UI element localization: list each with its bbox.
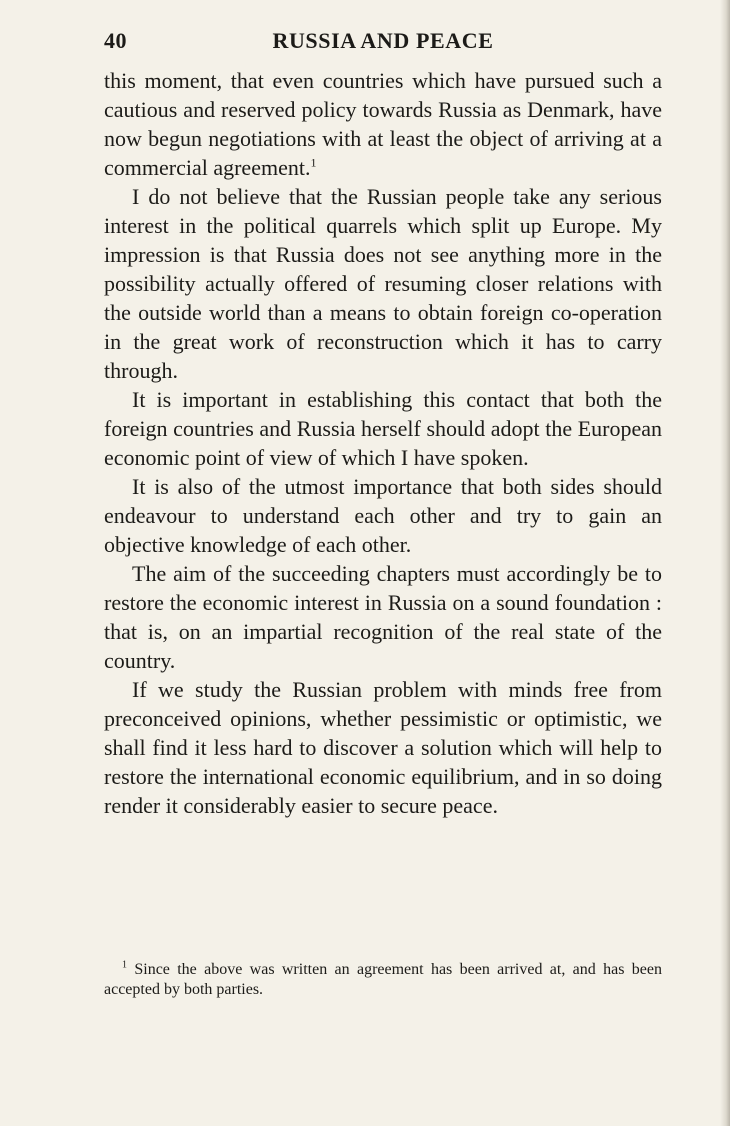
paragraph [104,559,662,675]
running-title: RUSSIA AND PEACE [272,28,494,53]
paragraph [104,385,662,472]
footnote-text: Since the above was written an agreement has been arrived at, and has been accepted by both parties. [104,961,662,998]
paragraph-text: I do not believe that the Russian people take any serious interest in the political quarrels which split up Europe. My impression is that Russia does not see anything more in the possibility actually offered of resuming closer relations with the outside world than a means to obtain foreign co-operation in the great work of reconstruction which it has to carry through. [104,184,662,383]
paragraph [104,675,662,820]
footnote-reference: 1 [310,155,317,170]
paragraph [104,472,662,559]
paragraph-text: this moment, that even countries which have pursued such a cautious and reserved policy towards Russia as Denmark, have now begun negotiations with at least the object of arriving at a commercial agreement. [104,68,662,180]
paragraph-text: The aim of the succeeding chapters must accordingly be to restore the economic interest in Russia on a sound foundation : that is, on an impartial recognition of the real state of the country. [104,561,662,673]
paragraph-continuation [104,66,662,182]
page-edge-shadow [720,0,730,1126]
page-header [104,28,662,58]
paragraph [104,182,662,385]
footnote-mark: 1 [122,959,127,971]
body-text [104,66,662,820]
paragraph-text: It is important in establishing this contact that both the foreign countries and Russia herself should adopt the European economic point of view of which I have spoken. [104,387,662,470]
paragraph-text: If we study the Russian problem with minds free from preconceived opinions, whether pessimistic or optimistic, we shall find it less hard to discover a solution which will help to restore the international economic equilibrium, and in so doing render it considerably easier to secure peace. [104,677,662,818]
footnote [104,960,662,1000]
page-number: 40 [104,28,127,53]
paragraph-text: It is also of the utmost importance that both sides should endeavour to understand each other and try to gain an objective knowledge of each other. [104,474,662,557]
